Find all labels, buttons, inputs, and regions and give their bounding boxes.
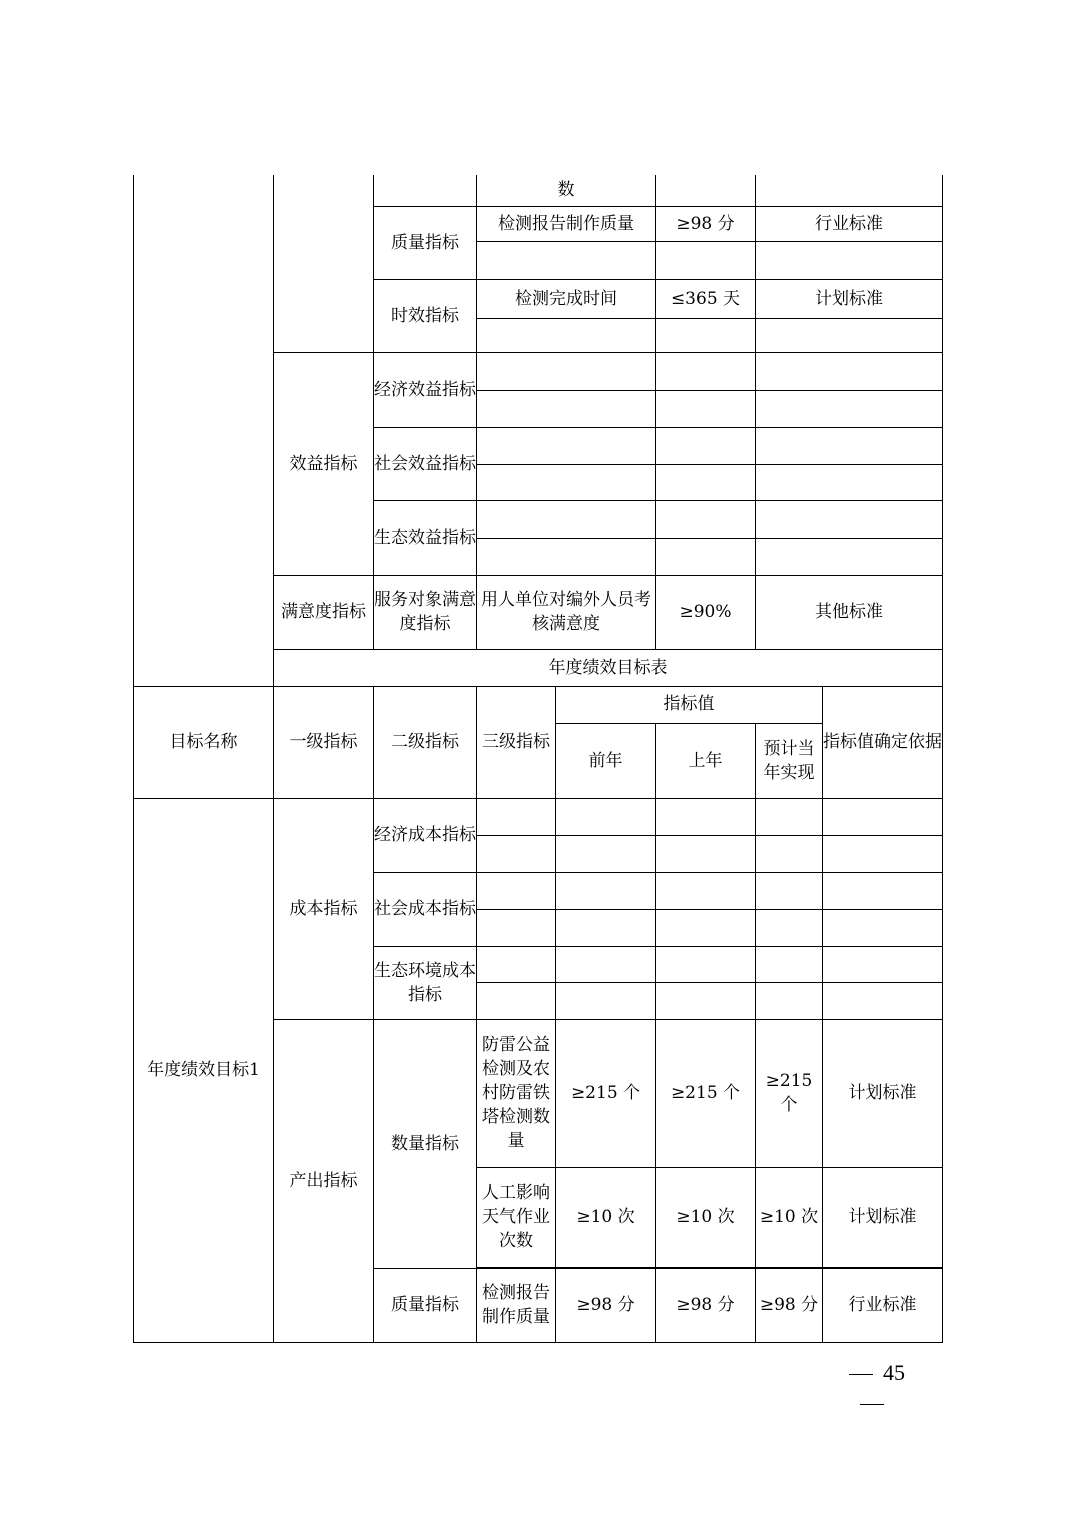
empty-cell	[477, 946, 556, 982]
quality-value: ≥98 分	[656, 206, 756, 241]
output-quality-item: 检测报告制作质量	[477, 1268, 556, 1342]
empty-cell	[477, 464, 656, 500]
empty-cell	[823, 798, 943, 835]
empty-cell	[756, 352, 943, 390]
social-benefit-label: 社会效益指标	[374, 427, 477, 500]
empty-cell	[756, 982, 823, 1019]
empty-cell	[756, 946, 823, 982]
economic-cost-label: 经济成本指标	[374, 798, 477, 872]
empty-cell	[656, 464, 756, 500]
economic-benefit-label: 经济效益指标	[374, 352, 477, 427]
empty-cell	[756, 909, 823, 946]
empty-cell	[656, 872, 756, 909]
empty-cell	[656, 352, 756, 390]
benefit-indicator-label: 效益指标	[274, 352, 374, 575]
header-basis: 指标值确定依据	[823, 686, 943, 798]
header-expected: 预计当年实现	[756, 723, 823, 798]
satisfaction-item: 用人单位对编外人员考核满意度	[477, 575, 656, 649]
empty-cell	[477, 390, 656, 427]
level1-cell-continued	[274, 175, 374, 352]
empty-cell	[656, 798, 756, 835]
empty-cell	[556, 835, 656, 872]
empty-cell	[656, 982, 756, 1019]
empty-cell	[556, 909, 656, 946]
page-number	[820, 1358, 924, 1418]
satisfaction-basis: 其他标准	[756, 575, 943, 649]
quality-item: 检测报告制作质量	[477, 206, 656, 241]
timeliness-item: 检测完成时间	[477, 279, 656, 318]
output-quality-prev: ≥98 分	[556, 1268, 656, 1342]
output-item: 人工影响天气作业次数	[477, 1167, 556, 1267]
quantity-indicator-label: 数量指标	[374, 1019, 477, 1268]
annual-table-title: 年度绩效目标表	[274, 649, 943, 686]
empty-cell	[823, 909, 943, 946]
empty-cell	[556, 798, 656, 835]
output-basis: 计划标准	[823, 1019, 943, 1167]
level3-cell-continued: 数	[477, 175, 656, 206]
empty-cell	[477, 982, 556, 1019]
empty-cell	[823, 872, 943, 909]
header-level3: 三级指标	[477, 686, 556, 798]
empty-cell	[756, 390, 943, 427]
empty-cell	[656, 835, 756, 872]
empty-cell	[656, 538, 756, 575]
empty-cell	[756, 500, 943, 538]
output-quality-last: ≥98 分	[656, 1268, 756, 1342]
output-expected: ≥10 次	[756, 1167, 823, 1267]
empty-cell	[756, 798, 823, 835]
annual-performance-table	[133, 686, 943, 1343]
header-level2: 二级指标	[374, 686, 477, 798]
eco-env-cost-label: 生态环境成本指标	[374, 946, 477, 1019]
target-name-cell-continued	[134, 175, 274, 686]
output-indicator-label: 产出指标	[274, 1019, 374, 1342]
empty-cell	[656, 500, 756, 538]
output-quality-basis: 行业标准	[823, 1268, 943, 1342]
empty-cell	[477, 835, 556, 872]
empty-cell	[477, 318, 656, 352]
satisfaction-value: ≥90%	[656, 575, 756, 649]
cost-indicator-label: 成本指标	[274, 798, 374, 1019]
output-prev: ≥10 次	[556, 1167, 656, 1267]
empty-cell	[556, 982, 656, 1019]
header-indicator-value: 指标值	[556, 686, 823, 723]
header-level1: 一级指标	[274, 686, 374, 798]
empty-cell	[656, 390, 756, 427]
empty-cell	[477, 872, 556, 909]
empty-cell	[756, 835, 823, 872]
empty-cell	[656, 909, 756, 946]
page-number-text: 45	[883, 1360, 905, 1385]
empty-cell	[477, 427, 656, 464]
empty-cell	[477, 909, 556, 946]
empty-cell	[656, 427, 756, 464]
empty-cell	[756, 872, 823, 909]
empty-cell	[477, 500, 656, 538]
value-cell-continued	[656, 175, 756, 206]
output-quality-expected: ≥98 分	[756, 1268, 823, 1342]
empty-cell	[477, 798, 556, 835]
performance-table-continued	[133, 175, 943, 687]
timeliness-value: ≤365 天	[656, 279, 756, 318]
timeliness-indicator-label: 时效指标	[374, 279, 477, 352]
empty-cell	[756, 427, 943, 464]
empty-cell	[756, 318, 943, 352]
dash-left	[849, 1374, 873, 1375]
empty-cell	[477, 352, 656, 390]
output-item: 防雷公益检测及农村防雷铁塔检测数量	[477, 1019, 556, 1167]
empty-cell	[477, 538, 656, 575]
timeliness-basis: 计划标准	[756, 279, 943, 318]
satisfaction-indicator-label: 满意度指标	[274, 575, 374, 649]
social-cost-label: 社会成本指标	[374, 872, 477, 946]
output-basis: 计划标准	[823, 1167, 943, 1267]
basis-cell-continued	[756, 175, 943, 206]
empty-cell	[756, 241, 943, 279]
output-expected: ≥215 个	[756, 1019, 823, 1167]
empty-cell	[656, 318, 756, 352]
empty-cell	[823, 835, 943, 872]
output-prev: ≥215 个	[556, 1019, 656, 1167]
empty-cell	[756, 464, 943, 500]
quality-indicator-label: 质量指标	[374, 206, 477, 279]
empty-cell	[556, 872, 656, 909]
empty-cell	[823, 946, 943, 982]
ecological-benefit-label: 生态效益指标	[374, 500, 477, 575]
output-last: ≥215 个	[656, 1019, 756, 1167]
output-quality-label: 质量指标	[374, 1268, 477, 1342]
empty-cell	[556, 946, 656, 982]
annual-target-cell: 年度绩效目标1	[134, 798, 274, 1342]
quality-basis: 行业标准	[756, 206, 943, 241]
level2-cell-continued	[374, 175, 477, 206]
empty-cell	[477, 241, 656, 279]
satisfaction-sub-label: 服务对象满意度指标	[374, 575, 477, 649]
header-prev-year: 前年	[556, 723, 656, 798]
empty-cell	[823, 982, 943, 1019]
empty-cell	[756, 538, 943, 575]
empty-cell	[656, 241, 756, 279]
header-target-name: 目标名称	[134, 686, 274, 798]
output-last: ≥10 次	[656, 1167, 756, 1267]
dash-right	[860, 1404, 884, 1405]
header-last-year: 上年	[656, 723, 756, 798]
empty-cell	[656, 946, 756, 982]
